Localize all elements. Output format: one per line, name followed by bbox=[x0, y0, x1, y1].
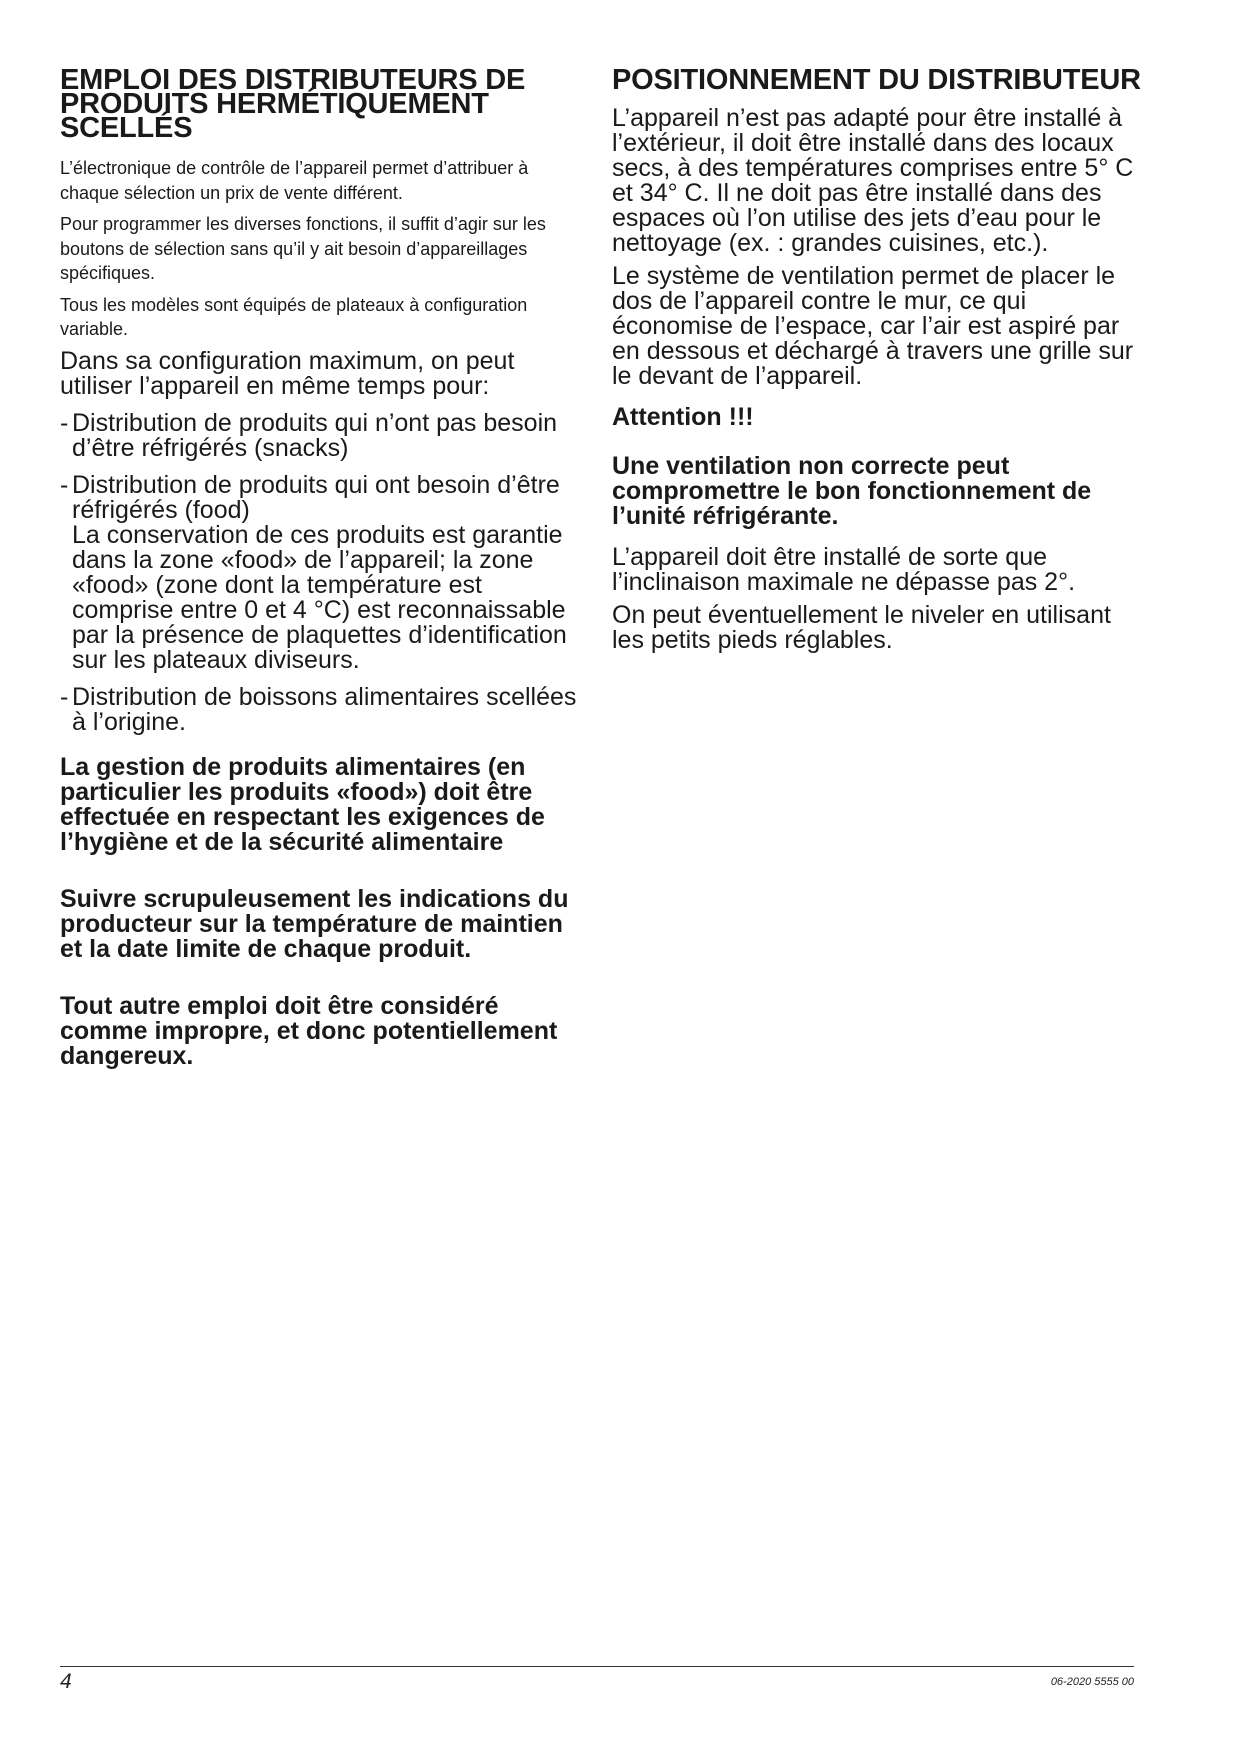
attention-heading: Attention !!! bbox=[612, 403, 754, 431]
usage-list bbox=[60, 408, 582, 736]
section-title-emploi: EMPLOI DES DISTRIBUTEURS DE PRODUITS HERMÉTIQUEMENT SCELLÉS bbox=[60, 64, 526, 144]
left-column bbox=[60, 64, 582, 1070]
paragraph-configuration: Dans sa configuration maximum, on peut utiliser l’appareil en même temps pour: bbox=[60, 346, 515, 400]
list-item bbox=[60, 408, 582, 462]
list-item-detail: La conservation de ces produits est garantie dans la zone «food» de l’appareil; la zone «food» (zone dont la température est comprise entre 0 et 4 °C) est reconnaissable par la présence de plaquettes d’identification sur les plateaux diviseurs. bbox=[72, 520, 567, 674]
dash-marker: - bbox=[60, 408, 69, 437]
section-title-positionnement: POSITIONNEMENT DU DISTRIBUTEUR bbox=[612, 64, 1141, 96]
paragraph-ventilation: Le système de ventilation permet de placer le dos de l’appareil contre le mur, ce qui économise de l’espace, car l’air est aspiré par en dessous et déchargé à travers une grille sur le devant de l’appareil. bbox=[612, 262, 1134, 390]
footer-divider bbox=[60, 1666, 1134, 1667]
list-item bbox=[60, 682, 582, 736]
warning-hygiene: La gestion de produits alimentaires (en particulier les produits «food») doit être effectuée en respectant les exigences de l’hygiène et de la sécurité alimentaire bbox=[60, 752, 545, 856]
list-item bbox=[60, 470, 582, 674]
paragraph-inclinaison: L’appareil doit être installé de sorte que l’inclinaison maximale ne dépasse pas 2°. bbox=[612, 543, 1076, 596]
paragraph-modeles: Tous les modèles sont équipés de plateaux à configuration variable. bbox=[60, 294, 528, 339]
list-item-text: Distribution de produits qui ont besoin d’être réfrigérés (food) bbox=[72, 470, 560, 524]
document-code: 06-2020 5555 00 bbox=[1050, 1676, 1134, 1688]
paragraph-programmer: Pour programmer les diverses fonctions, il suffit d’agir sur les boutons de sélection sans qu’il y ait besoin d’appareillages spécifiques. bbox=[60, 214, 546, 283]
list-item-text: Distribution de boissons alimentaires scellées à l’origine. bbox=[72, 682, 577, 736]
dash-marker: - bbox=[60, 470, 69, 499]
dash-marker: - bbox=[60, 682, 69, 711]
right-column bbox=[612, 64, 1142, 661]
paragraph-electronique: L’électronique de contrôle de l’appareil permet d’attribuer à chaque sélection un prix de vente différent. bbox=[60, 158, 529, 203]
warning-producteur: Suivre scrupuleusement les indications du producteur sur la température de maintien et la date limite de chaque produit. bbox=[60, 884, 569, 963]
warning-emploi-impropre: Tout autre emploi doit être considéré comme impropre, et donc potentiellement dangereux. bbox=[60, 991, 558, 1070]
page-number: 4 bbox=[60, 1670, 72, 1693]
warning-ventilation: Une ventilation non correcte peut compromettre le bon fonctionnement de l’unité réfrigérante. bbox=[612, 452, 1092, 530]
paragraph-niveler: On peut éventuellement le niveler en utilisant les petits pieds réglables. bbox=[612, 601, 1111, 654]
list-item-text: Distribution de produits qui n’ont pas besoin d’être réfrigérés (snacks) bbox=[72, 408, 558, 462]
paragraph-installation: L’appareil n’est pas adapté pour être installé à l’extérieur, il doit être installé dans des locaux secs, à des températures comprises entre 5° C et 34° C. Il ne doit pas être installé dans des espaces où l’on utilise des jets d’eau pour le nettoyage (ex. : grandes cuisines, etc.). bbox=[612, 104, 1134, 257]
